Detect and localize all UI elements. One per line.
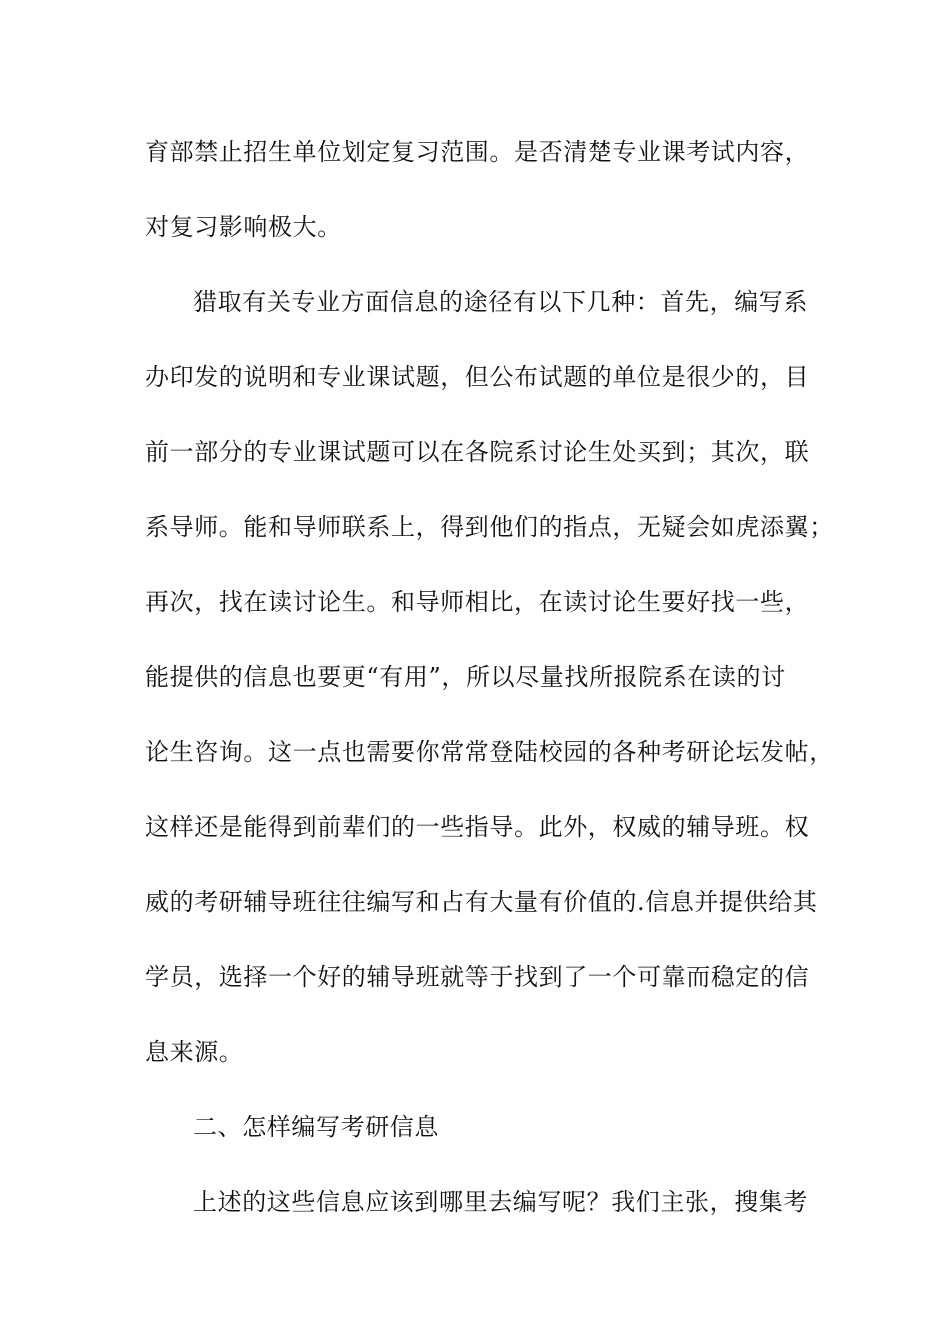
- text-line: 威的考研辅导班往往编写和占有大量有价值的.信息并提供给其: [145, 888, 818, 916]
- text-line: 息来源。: [145, 1038, 244, 1066]
- text-line: 前一部分的专业课试题可以在各院系讨论生处买到；其次，联: [145, 438, 810, 466]
- text-line: 论生咨询。这一点也需要你常常登陆校园的各种考研论坛发帖，: [145, 738, 834, 766]
- text-line: 办印发的说明和专业课试题，但公布试题的单位是很少的，目: [145, 363, 810, 391]
- text-line: 这样还是能得到前辈们的一些指导。此外，权威的辅导班。权: [145, 813, 810, 841]
- text-line: 能提供的信息也要更“有用”，所以尽量找所报院系在读的讨: [145, 663, 786, 691]
- section-heading: 二、怎样编写考研信息: [193, 1113, 439, 1141]
- text-line: 育部禁止招生单位划定复习范围。是否清楚专业课考试内容，: [145, 138, 810, 166]
- text-line: 再次，找在读讨论生。和导师相比，在读讨论生要好找一些，: [145, 588, 810, 616]
- paragraph-start-line: 上述的这些信息应该到哪里去编写呢？我们主张，搜集考: [193, 1188, 808, 1216]
- text-line: 学员，选择一个好的辅导班就等于找到了一个可靠而稳定的信: [145, 963, 810, 991]
- paragraph-start-line: 猎取有关专业方面信息的途径有以下几种：首先，编写系: [193, 288, 808, 316]
- text-line: 系导师。能和导师联系上，得到他们的指点，无疑会如虎添翼；: [145, 513, 834, 541]
- text-line: 对复习影响极大。: [145, 213, 342, 241]
